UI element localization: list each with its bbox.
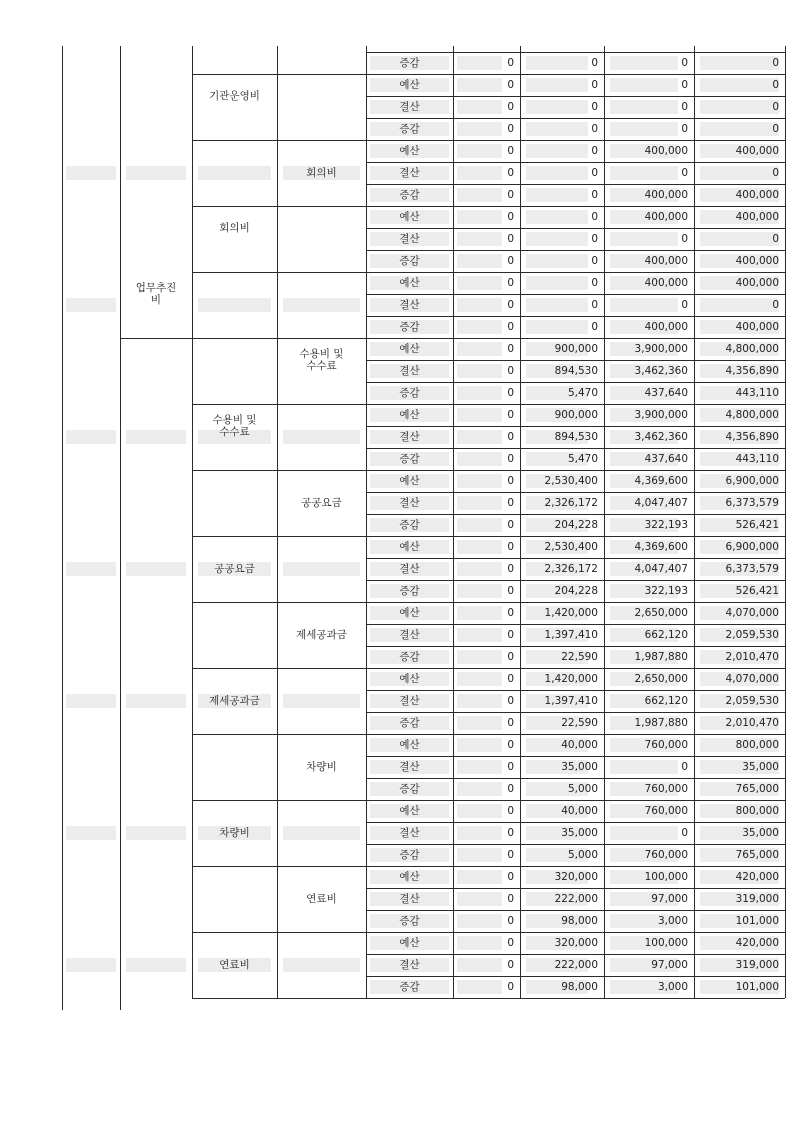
- shade-cell: [283, 958, 360, 972]
- value-cell: 5,470: [567, 387, 598, 399]
- group-divider: [277, 404, 366, 405]
- shade-cell: [283, 430, 360, 444]
- value-cell: 894,530: [554, 431, 598, 443]
- value-cell: 319,000: [735, 959, 779, 971]
- value-cell: 40,000: [561, 805, 598, 817]
- value-cell: 222,000: [554, 959, 598, 971]
- value-cell: 2,326,172: [544, 497, 598, 509]
- value-cell: 0: [507, 321, 514, 333]
- shade-cell: [66, 958, 116, 972]
- row-label: 결산: [399, 893, 420, 905]
- value-cell: 222,000: [554, 893, 598, 905]
- value-cell: 2,010,470: [725, 717, 779, 729]
- label-hoeuibi: 회의비: [219, 222, 250, 234]
- value-cell: 0: [507, 871, 514, 883]
- value-cell: 4,356,890: [725, 365, 779, 377]
- shade-cell: [198, 298, 271, 312]
- row-label: 증감: [399, 651, 420, 663]
- row-label: 결산: [399, 167, 420, 179]
- value-cell: 0: [507, 233, 514, 245]
- row-label: 결산: [399, 563, 420, 575]
- row-label: 예산: [399, 343, 420, 355]
- value-cell: 4,369,600: [634, 475, 688, 487]
- value-cell: 0: [507, 57, 514, 69]
- value-cell: 0: [507, 277, 514, 289]
- value-cell: 0: [507, 123, 514, 135]
- value-cell: 0: [507, 541, 514, 553]
- value-cell: 6,373,579: [725, 497, 779, 509]
- value-cell: 0: [507, 519, 514, 531]
- row-label: 결산: [399, 299, 420, 311]
- row-label: 예산: [399, 673, 420, 685]
- value-cell: 22,590: [561, 717, 598, 729]
- value-cell: 6,900,000: [725, 475, 779, 487]
- label-chayangbi: 차량비: [219, 827, 250, 839]
- group-divider: [192, 932, 277, 933]
- label-gigwan-unyeongbi: 기관운영비: [209, 90, 260, 102]
- value-cell: 0: [681, 101, 688, 113]
- row-label: 증감: [399, 123, 420, 135]
- value-cell: 1,987,880: [634, 717, 688, 729]
- value-cell: 0: [507, 915, 514, 927]
- value-cell: 0: [507, 255, 514, 267]
- value-cell: 400,000: [644, 321, 688, 333]
- value-cell: 35,000: [742, 827, 779, 839]
- value-cell: 400,000: [735, 277, 779, 289]
- value-cell: 0: [772, 299, 779, 311]
- value-cell: 0: [591, 189, 598, 201]
- value-cell: 35,000: [561, 827, 598, 839]
- shade-cell: [283, 562, 360, 576]
- value-cell: 0: [507, 409, 514, 421]
- value-cell: 3,462,360: [634, 365, 688, 377]
- value-cell: 35,000: [742, 761, 779, 773]
- value-cell: 322,193: [644, 585, 688, 597]
- row-label: 결산: [399, 365, 420, 377]
- value-cell: 1,397,410: [544, 629, 598, 641]
- value-cell: 320,000: [554, 871, 598, 883]
- row-label: 결산: [399, 959, 420, 971]
- value-cell: 0: [507, 827, 514, 839]
- value-cell: 0: [591, 277, 598, 289]
- value-cell: 4,356,890: [725, 431, 779, 443]
- value-cell: 4,800,000: [725, 409, 779, 421]
- value-cell: 0: [507, 431, 514, 443]
- value-cell: 322,193: [644, 519, 688, 531]
- value-cell: 800,000: [735, 739, 779, 751]
- row-label: 예산: [399, 277, 420, 289]
- label-gonggong-yogeum: 공공요금: [214, 563, 255, 575]
- value-cell: 1,397,410: [544, 695, 598, 707]
- value-cell: 0: [681, 123, 688, 135]
- shade-cell: [66, 166, 116, 180]
- value-cell: 894,530: [554, 365, 598, 377]
- value-cell: 0: [681, 79, 688, 91]
- column-divider: [277, 46, 278, 998]
- sublabel-chayangbi: 차량비: [306, 761, 337, 773]
- value-cell: 4,070,000: [725, 607, 779, 619]
- value-cell: 0: [507, 453, 514, 465]
- value-cell: 6,373,579: [725, 563, 779, 575]
- value-cell: 420,000: [735, 871, 779, 883]
- row-label: 결산: [399, 761, 420, 773]
- value-cell: 98,000: [561, 915, 598, 927]
- value-cell: 0: [507, 893, 514, 905]
- value-cell: 4,800,000: [725, 343, 779, 355]
- row-label: 결산: [399, 431, 420, 443]
- value-cell: 0: [507, 343, 514, 355]
- value-cell: 0: [591, 145, 598, 157]
- value-cell: 3,462,360: [634, 431, 688, 443]
- value-cell: 760,000: [644, 849, 688, 861]
- row-label: 증감: [399, 849, 420, 861]
- group-divider: [277, 668, 366, 669]
- group-divider: [277, 998, 366, 999]
- value-cell: 0: [681, 827, 688, 839]
- value-cell: 6,900,000: [725, 541, 779, 553]
- value-cell: 0: [507, 981, 514, 993]
- value-cell: 0: [591, 79, 598, 91]
- value-cell: 40,000: [561, 739, 598, 751]
- group-divider: [192, 140, 277, 141]
- value-cell: 400,000: [644, 255, 688, 267]
- value-cell: 0: [591, 255, 598, 267]
- shade-cell: [66, 694, 116, 708]
- value-cell: 437,640: [644, 387, 688, 399]
- sublabel-jese-gonggwageum: 제세공과금: [296, 629, 347, 641]
- row-label: 예산: [399, 79, 420, 91]
- value-cell: 3,900,000: [634, 343, 688, 355]
- group-divider: [277, 74, 366, 75]
- row-label: 증감: [399, 981, 420, 993]
- shade-cell: [126, 958, 186, 972]
- row-label: 결산: [399, 827, 420, 839]
- value-cell: 0: [772, 233, 779, 245]
- value-cell: 400,000: [644, 189, 688, 201]
- value-cell: 760,000: [644, 739, 688, 751]
- value-cell: 100,000: [644, 871, 688, 883]
- group-divider: [192, 536, 277, 537]
- value-cell: 0: [591, 299, 598, 311]
- value-cell: 526,421: [735, 585, 779, 597]
- row-label: 예산: [399, 607, 420, 619]
- group-divider: [192, 338, 277, 339]
- group-divider: [277, 932, 366, 933]
- value-cell: 0: [681, 167, 688, 179]
- row-label: 증감: [399, 717, 420, 729]
- sublabel-gonggong-yogeum: 공공요금: [301, 497, 342, 509]
- label-yeonryobi: 연료비: [219, 959, 250, 971]
- value-cell: 400,000: [735, 321, 779, 333]
- value-cell: 400,000: [735, 189, 779, 201]
- value-cell: 204,228: [554, 519, 598, 531]
- value-cell: 0: [507, 145, 514, 157]
- row-label: 결산: [399, 101, 420, 113]
- value-cell: 0: [507, 475, 514, 487]
- value-cell: 0: [507, 563, 514, 575]
- value-cell: 319,000: [735, 893, 779, 905]
- row-label: 예산: [399, 937, 420, 949]
- value-cell: 800,000: [735, 805, 779, 817]
- value-cell: 400,000: [735, 145, 779, 157]
- value-cell: 0: [591, 211, 598, 223]
- group-divider: [192, 668, 277, 669]
- value-cell: 0: [681, 233, 688, 245]
- value-cell: 4,047,407: [634, 497, 688, 509]
- group-divider: [192, 866, 277, 867]
- row-label: 증감: [399, 585, 420, 597]
- value-cell: 101,000: [735, 915, 779, 927]
- value-cell: 0: [772, 167, 779, 179]
- group-divider: [277, 734, 366, 735]
- row-label: 예산: [399, 739, 420, 751]
- row-label: 증감: [399, 321, 420, 333]
- value-cell: 526,421: [735, 519, 779, 531]
- value-cell: 0: [507, 739, 514, 751]
- value-cell: 4,369,600: [634, 541, 688, 553]
- value-cell: 0: [507, 585, 514, 597]
- value-cell: 0: [507, 761, 514, 773]
- value-cell: 900,000: [554, 343, 598, 355]
- value-cell: 0: [507, 607, 514, 619]
- label-suyongbi-susuryo: 수용비 및 수수료: [212, 414, 257, 438]
- value-cell: 0: [507, 101, 514, 113]
- value-cell: 1,420,000: [544, 673, 598, 685]
- value-cell: 662,120: [644, 629, 688, 641]
- value-cell: 0: [591, 167, 598, 179]
- row-label: 증감: [399, 783, 420, 795]
- row-label: 결산: [399, 233, 420, 245]
- row-divider: [366, 998, 785, 999]
- group-divider: [277, 272, 366, 273]
- shade-cell: [126, 562, 186, 576]
- value-cell: 1,420,000: [544, 607, 598, 619]
- value-cell: 0: [507, 365, 514, 377]
- value-cell: 204,228: [554, 585, 598, 597]
- shade-cell: [126, 826, 186, 840]
- group-divider: [192, 998, 277, 999]
- shade-cell: [66, 430, 116, 444]
- value-cell: 4,070,000: [725, 673, 779, 685]
- shade-cell: [283, 826, 360, 840]
- value-cell: 2,530,400: [544, 475, 598, 487]
- value-cell: 320,000: [554, 937, 598, 949]
- row-label: 예산: [399, 409, 420, 421]
- row-label: 예산: [399, 211, 420, 223]
- value-cell: 400,000: [644, 145, 688, 157]
- value-cell: 0: [507, 805, 514, 817]
- value-cell: 0: [507, 695, 514, 707]
- row-label: 증감: [399, 189, 420, 201]
- group-divider: [277, 536, 366, 537]
- value-cell: 0: [507, 849, 514, 861]
- row-label: 증감: [399, 255, 420, 267]
- sublabel-hoeuibi: 회의비: [306, 167, 337, 179]
- value-cell: 2,530,400: [544, 541, 598, 553]
- value-cell: 0: [507, 497, 514, 509]
- value-cell: 0: [507, 651, 514, 663]
- group-divider: [192, 272, 277, 273]
- group-divider: [277, 206, 366, 207]
- value-cell: 0: [681, 57, 688, 69]
- value-cell: 0: [591, 101, 598, 113]
- value-cell: 0: [507, 959, 514, 971]
- group-divider: [277, 602, 366, 603]
- group-divider: [192, 800, 277, 801]
- value-cell: 0: [507, 783, 514, 795]
- shade-cell: [283, 298, 360, 312]
- group-divider: [192, 470, 277, 471]
- value-cell: 0: [591, 123, 598, 135]
- value-cell: 400,000: [735, 255, 779, 267]
- column-divider: [62, 46, 63, 1010]
- value-cell: 101,000: [735, 981, 779, 993]
- value-cell: 0: [507, 937, 514, 949]
- group-divider: [277, 470, 366, 471]
- value-cell: 0: [507, 211, 514, 223]
- row-label: 예산: [399, 805, 420, 817]
- group-divider: [277, 800, 366, 801]
- value-cell: 3,900,000: [634, 409, 688, 421]
- sublabel-suyongbi-susuryo: 수용비 및 수수료: [299, 348, 344, 372]
- sublabel-yeonryobi: 연료비: [306, 893, 337, 905]
- value-cell: 0: [507, 673, 514, 685]
- value-cell: 0: [681, 761, 688, 773]
- value-cell: 1,987,880: [634, 651, 688, 663]
- value-cell: 0: [507, 79, 514, 91]
- value-cell: 35,000: [561, 761, 598, 773]
- shade-cell: [66, 826, 116, 840]
- value-cell: 4,047,407: [634, 563, 688, 575]
- value-cell: 5,470: [567, 453, 598, 465]
- value-cell: 0: [772, 79, 779, 91]
- shade-cell: [126, 694, 186, 708]
- value-cell: 662,120: [644, 695, 688, 707]
- column-divider: [120, 46, 121, 1010]
- value-cell: 443,110: [735, 387, 779, 399]
- row-label: 증감: [399, 387, 420, 399]
- row-label: 증감: [399, 57, 420, 69]
- value-cell: 765,000: [735, 849, 779, 861]
- value-cell: 2,650,000: [634, 673, 688, 685]
- row-label: 증감: [399, 453, 420, 465]
- value-cell: 400,000: [735, 211, 779, 223]
- label-upmu-chujinbi: 업무추진 비: [135, 282, 177, 306]
- value-cell: 0: [507, 629, 514, 641]
- value-cell: 0: [591, 233, 598, 245]
- value-cell: 0: [591, 57, 598, 69]
- row-label: 예산: [399, 145, 420, 157]
- value-cell: 0: [507, 167, 514, 179]
- label-jese-gonggwageum: 제세공과금: [209, 695, 260, 707]
- value-cell: 2,650,000: [634, 607, 688, 619]
- value-cell: 3,000: [657, 981, 688, 993]
- value-cell: 0: [507, 717, 514, 729]
- value-cell: 0: [681, 299, 688, 311]
- value-cell: 0: [591, 321, 598, 333]
- shade-cell: [283, 694, 360, 708]
- value-cell: 22,590: [561, 651, 598, 663]
- value-cell: 760,000: [644, 783, 688, 795]
- group-divider: [277, 140, 366, 141]
- row-label: 예산: [399, 871, 420, 883]
- value-cell: 400,000: [644, 211, 688, 223]
- shade-cell: [198, 166, 271, 180]
- shade-cell: [66, 562, 116, 576]
- row-label: 결산: [399, 629, 420, 641]
- column-divider: [192, 46, 193, 998]
- shade-cell: [126, 166, 186, 180]
- value-cell: 98,000: [561, 981, 598, 993]
- value-cell: 97,000: [651, 959, 688, 971]
- value-cell: 760,000: [644, 805, 688, 817]
- row-label: 예산: [399, 475, 420, 487]
- value-cell: 443,110: [735, 453, 779, 465]
- row-label: 결산: [399, 695, 420, 707]
- value-cell: 900,000: [554, 409, 598, 421]
- value-cell: 437,640: [644, 453, 688, 465]
- row-label: 증감: [399, 915, 420, 927]
- group-divider: [120, 338, 192, 339]
- row-label: 증감: [399, 519, 420, 531]
- group-divider: [277, 866, 366, 867]
- value-cell: 5,000: [567, 783, 598, 795]
- group-divider: [192, 602, 277, 603]
- value-cell: 0: [507, 387, 514, 399]
- value-cell: 0: [507, 189, 514, 201]
- shade-cell: [66, 298, 116, 312]
- value-cell: 400,000: [644, 277, 688, 289]
- value-cell: 2,326,172: [544, 563, 598, 575]
- value-cell: 2,010,470: [725, 651, 779, 663]
- value-cell: 2,059,530: [725, 629, 779, 641]
- column-divider: [785, 46, 786, 998]
- value-cell: 0: [772, 57, 779, 69]
- value-cell: 5,000: [567, 849, 598, 861]
- value-cell: 0: [507, 299, 514, 311]
- value-cell: 765,000: [735, 783, 779, 795]
- value-cell: 100,000: [644, 937, 688, 949]
- value-cell: 0: [772, 101, 779, 113]
- shade-cell: [126, 430, 186, 444]
- row-label: 결산: [399, 497, 420, 509]
- value-cell: 97,000: [651, 893, 688, 905]
- group-divider: [192, 734, 277, 735]
- row-label: 예산: [399, 541, 420, 553]
- value-cell: 2,059,530: [725, 695, 779, 707]
- value-cell: 0: [772, 123, 779, 135]
- value-cell: 3,000: [657, 915, 688, 927]
- value-cell: 420,000: [735, 937, 779, 949]
